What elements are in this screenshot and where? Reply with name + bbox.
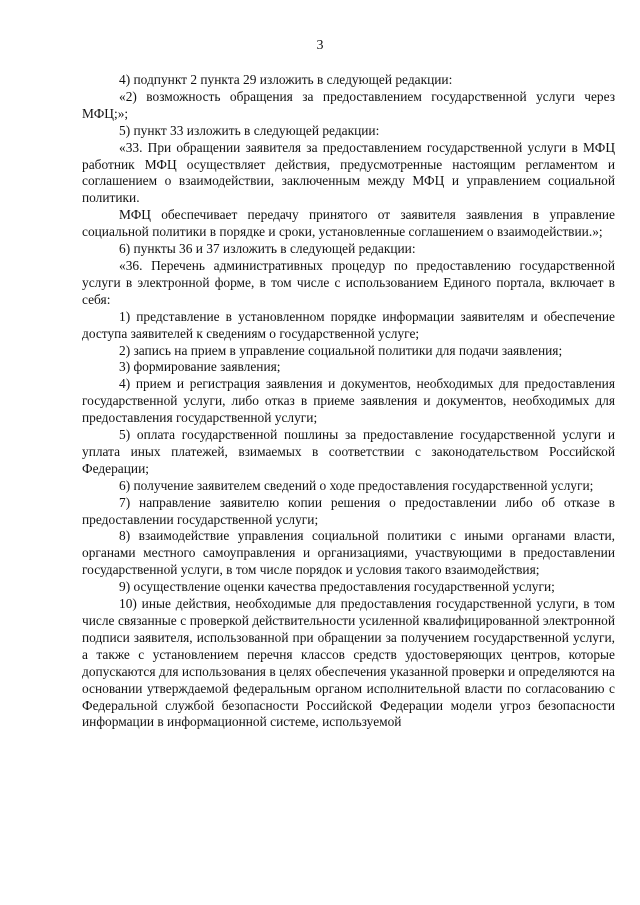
list-item: 2) запись на прием в управление социальной политики для подачи заявления; xyxy=(119,342,563,358)
paragraph: «36. Перечень административных процедур по предоставлению государственной услуги в электронной форме, в том числе с использованием Единого портала, включает в себя: xyxy=(82,257,615,307)
list-item: 10) иные действия, необходимые для предоставления государственной услуги, в том числе связанные с проверкой действительности усиленной квалифицированной электронной подписи заявителя, использованной при обращении за получением государственной услуги, а также с установлением перечня классов средств удостоверяющих центров, которые допускаются для использования в целях обеспечения указанной проверки и определяются на основании утверждаемой федеральным органом исполнительной власти по согласованию с Федеральной службой безопасности Российской Федерации модели угроз безопасности информации в информационной системе, используемой xyxy=(82,596,615,730)
paragraph: 6) пункты 36 и 37 изложить в следующей редакции: xyxy=(119,241,416,257)
paragraph: МФЦ обеспечивает передачу принятого от заявителя заявления в управление социальной политики в порядке и сроки, установленные соглашением о взаимодействии.»; xyxy=(82,207,615,240)
list-item: 7) направление заявителю копии решения о предоставлении либо об отказе в предоставлении государственной услуги; xyxy=(82,494,615,527)
paragraph: 4) подпункт 2 пункта 29 изложить в следующей редакции: xyxy=(119,72,453,87)
paragraph: «33. При обращении заявителя за предоставлением государственной услуги в МФЦ работник МФЦ осуществляет действия, предусмотренные настоящим регламентом и соглашением о взаимодействии, заключенным между МФЦ и управлением социальной политики. xyxy=(82,139,615,206)
list-item: 6) получение заявителем сведений о ходе предоставления государственной услуги; xyxy=(119,477,594,493)
page-number: 3 xyxy=(316,38,324,53)
list-item: 8) взаимодействие управления социальной политики с иными органами власти, органами местного самоуправления и организациями, участвующими в предоставлении государственной услуги, в том числе порядок и условия такого взаимодействия; xyxy=(82,528,615,578)
paragraph: «2) возможность обращения за предоставлением государственной услуги через МФЦ;»; xyxy=(82,88,615,121)
document-body xyxy=(82,72,615,731)
list-item: 1) представление в установленном порядке информации заявителям и обеспечение доступа заявителей к сведениям о государственной услуге; xyxy=(82,308,615,341)
list-item: 4) прием и регистрация заявления и документов, необходимых для предоставления государственной услуги, либо отказ в приеме заявления и документов, необходимых для предоставления государственной услуги; xyxy=(82,376,615,426)
list-item: 9) осуществление оценки качества предоставления государственной услуги; xyxy=(119,579,555,595)
list-item: 5) оплата государственной пошлины за предоставление государственной услуги и уплата иных платежей, взимаемых в соответствии с законодательством Российской Федерации; xyxy=(82,427,615,476)
paragraph: 5) пункт 33 изложить в следующей редакции: xyxy=(119,122,380,138)
list-item: 3) формирование заявления; xyxy=(119,359,281,375)
